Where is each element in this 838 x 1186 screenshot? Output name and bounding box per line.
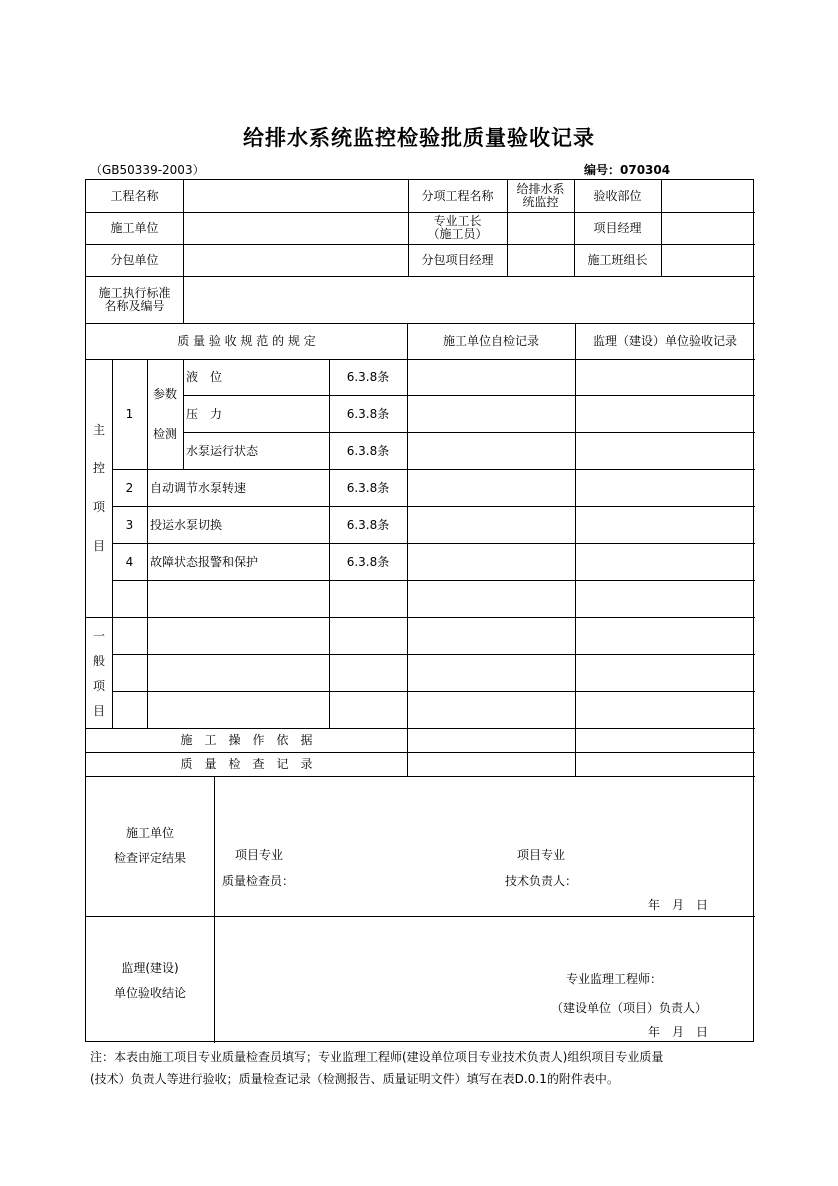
subcontract-manager-label: 分包项目经理 <box>421 253 494 267</box>
construction-result-label-line1: 施工单位 <box>125 826 174 840</box>
item-number: 4 <box>125 555 134 569</box>
footnote-line2: (技术）负责人等进行验收；质量检查记录（检测报告、质量证明文件）填写在表D.0.1的附件表中。 <box>90 1072 619 1086</box>
row-divider <box>112 543 755 544</box>
col-divider <box>183 180 184 323</box>
supervision-result-label-line2: 单位验收结论 <box>113 986 186 1000</box>
col-divider <box>407 323 408 776</box>
subproject-value-line1: 给排水系 <box>516 182 565 196</box>
row-divider <box>112 469 755 470</box>
item-name: 水泵运行状态 <box>186 444 259 458</box>
construction-result-label-line2: 检查评定结果 <box>113 851 186 865</box>
item-number: 3 <box>125 518 134 532</box>
form-number: 编号：070304 <box>584 163 671 177</box>
subcontract-unit-label: 分包单位 <box>110 253 159 267</box>
row-divider <box>86 776 755 777</box>
row-divider <box>86 244 755 245</box>
item-clause: 6.3.8条 <box>346 555 390 569</box>
standard-label-line2: 名称及编号 <box>104 299 165 313</box>
item-clause: 6.3.8条 <box>346 370 390 384</box>
col-divider <box>147 359 148 728</box>
row-divider <box>183 395 755 396</box>
item-clause: 6.3.8条 <box>346 481 390 495</box>
main-label-char: 主 <box>92 423 105 437</box>
standard-label-line1: 施工执行标准 <box>98 286 171 300</box>
row-divider <box>112 506 755 507</box>
item-clause: 6.3.8条 <box>346 518 390 532</box>
row-divider <box>86 752 755 753</box>
param-group-line1: 参数 <box>152 387 177 401</box>
item-name: 投运水泵切换 <box>150 518 223 532</box>
row-divider <box>112 691 755 692</box>
team-leader-label: 施工班组长 <box>587 253 648 267</box>
foreman-label-line2: （施工员） <box>427 227 488 241</box>
item-number: 1 <box>125 407 134 421</box>
owner-representative-label: （建设单位（项目）负责人） <box>551 1001 708 1015</box>
supervising-engineer-label: 专业监理工程师： <box>566 972 663 986</box>
row-divider <box>86 276 755 277</box>
general-label-char: 一 <box>92 629 105 643</box>
row-divider <box>86 617 755 618</box>
main-label-char: 控 <box>92 461 105 475</box>
footnote-line1: 注：本表由施工项目专业质量检查员填写；专业监理工程师(建设单位项目专业技术负责人)组织项目专业质量 <box>90 1050 664 1064</box>
supervision-date-label: 年 月 日 <box>648 1025 709 1039</box>
col-divider <box>214 776 215 1043</box>
form-title: 给排水系统监控检验批质量验收记录 <box>243 126 595 150</box>
foreman-label-line1: 专业工长 <box>433 214 482 228</box>
col-divider <box>575 323 576 776</box>
item-number: 2 <box>125 481 134 495</box>
row-divider <box>86 359 755 360</box>
construction-unit-label: 施工单位 <box>110 221 159 235</box>
row-divider <box>86 212 755 213</box>
general-label-char: 般 <box>92 654 105 668</box>
row-divider <box>183 432 755 433</box>
item-clause: 6.3.8条 <box>346 444 390 458</box>
row-divider <box>112 580 755 581</box>
tech-lead-label-line2: 技术负责人： <box>505 874 578 888</box>
col-divider <box>183 359 184 470</box>
item-name: 故障状态报警和保护 <box>150 555 259 569</box>
item-name: 自动调节水泵转速 <box>150 481 247 495</box>
row-divider <box>86 728 755 729</box>
main-label-char: 目 <box>92 539 105 553</box>
inspection-form-table <box>85 179 754 1042</box>
quality-record-label: 质 量 检 查 记 录 <box>180 757 313 771</box>
general-label-char: 项 <box>92 679 105 693</box>
row-divider <box>112 654 755 655</box>
construction-date-label: 年 月 日 <box>648 898 709 912</box>
project-name-label: 工程名称 <box>110 189 159 203</box>
standard-code: （GB50339-2003） <box>90 163 205 177</box>
supervision-column-header: 监理（建设）单位验收记录 <box>592 334 737 348</box>
item-name: 液 位 <box>186 370 223 384</box>
project-manager-label: 项目经理 <box>593 221 642 235</box>
supervision-result-label-line1: 监理(建设) <box>121 961 179 975</box>
param-group-line2: 检测 <box>152 427 177 441</box>
general-label-char: 目 <box>92 704 105 718</box>
self-check-column-header: 施工单位自检记录 <box>442 334 539 348</box>
footnote <box>90 1046 750 1090</box>
construction-basis-label: 施 工 操 作 依 据 <box>180 733 313 747</box>
item-name: 压 力 <box>186 407 223 421</box>
item-clause: 6.3.8条 <box>346 407 390 421</box>
main-label-char: 项 <box>92 500 105 514</box>
subproject-name-label: 分项工程名称 <box>421 189 494 203</box>
tech-lead-label-line1: 项目专业 <box>517 848 566 862</box>
row-divider <box>86 323 755 324</box>
inspector-label-line1: 项目专业 <box>235 848 284 862</box>
spec-column-header: 质 量 验 收 规 范 的 规 定 <box>177 334 316 348</box>
acceptance-part-label: 验收部位 <box>593 189 642 203</box>
col-divider <box>661 180 662 276</box>
subproject-value-line2: 统监控 <box>522 195 559 209</box>
inspector-label-line2: 质量检查员： <box>222 874 295 888</box>
row-divider <box>86 916 755 917</box>
